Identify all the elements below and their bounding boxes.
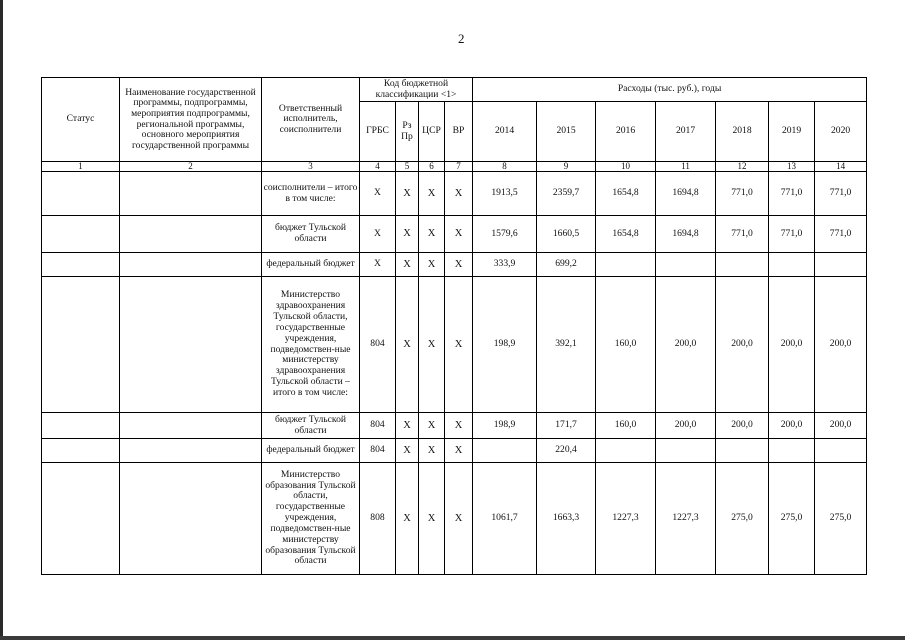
expense-cell (815, 253, 867, 277)
expense-cell (656, 253, 716, 277)
expense-cell: 200,0 (656, 277, 716, 413)
vr-cell: X (445, 439, 473, 463)
column-number: 2 (120, 162, 262, 172)
vr-cell: X (445, 413, 473, 439)
expense-cell: 1694,8 (656, 172, 716, 216)
column-number: 3 (262, 162, 360, 172)
expense-cell: 1579,6 (473, 216, 537, 253)
expense-cell: 200,0 (815, 413, 867, 439)
responsible-cell: Министерство здравоохранения Тульской области, государственные учреждения, подведомствен-ные министерству здравоохранения Тульской области – итого в том числе: (262, 277, 360, 413)
status-cell (42, 253, 120, 277)
header-year: 2020 (815, 102, 867, 162)
expense-cell (716, 253, 769, 277)
responsible-cell: бюджет Тульской области (262, 216, 360, 253)
header-expenses: Расходы (тыс. руб.), годы (473, 78, 867, 102)
header-budget-code: Код бюджетной классификации <1> (360, 78, 473, 102)
expense-cell: 200,0 (716, 413, 769, 439)
expense-cell: 771,0 (716, 172, 769, 216)
column-number: 11 (656, 162, 716, 172)
expense-cell (656, 439, 716, 463)
table-row (42, 413, 867, 439)
expense-cell: 771,0 (769, 172, 815, 216)
table-row (42, 439, 867, 463)
expense-cell (769, 439, 815, 463)
expense-cell: 200,0 (656, 413, 716, 439)
expense-cell: 198,9 (473, 413, 537, 439)
header-year: 2017 (656, 102, 716, 162)
header-vr: ВР (445, 102, 473, 162)
expense-cell (716, 439, 769, 463)
expense-cell: 1061,7 (473, 463, 537, 575)
vr-cell: X (445, 253, 473, 277)
rzpr-cell: X (396, 172, 419, 216)
header-year: 2015 (537, 102, 596, 162)
csr-cell: X (419, 413, 445, 439)
csr-cell: X (419, 439, 445, 463)
program-name-cell (120, 413, 262, 439)
table-row (42, 216, 867, 253)
header-year: 2018 (716, 102, 769, 162)
responsible-cell: федеральный бюджет (262, 253, 360, 277)
expense-cell: 699,2 (537, 253, 596, 277)
column-number: 6 (419, 162, 445, 172)
rzpr-cell: X (396, 253, 419, 277)
header-rzpr: Рз Пр (396, 102, 419, 162)
column-number: 1 (42, 162, 120, 172)
responsible-cell: федеральный бюджет (262, 439, 360, 463)
expense-cell: 200,0 (769, 277, 815, 413)
status-cell (42, 277, 120, 413)
csr-cell: X (419, 216, 445, 253)
expense-cell: 1227,3 (596, 463, 656, 575)
status-cell (42, 413, 120, 439)
rzpr-cell: X (396, 216, 419, 253)
expense-cell: 160,0 (596, 413, 656, 439)
column-numbers-row (42, 162, 867, 172)
expense-cell: 1694,8 (656, 216, 716, 253)
expense-cell: 1660,5 (537, 216, 596, 253)
header-program-name: Наименование государственной программы, подпрограммы, мероприятия подпрограммы, региональной программы, основного мероприятия государственной программы (120, 78, 262, 162)
expense-cell: 771,0 (769, 216, 815, 253)
column-number: 9 (537, 162, 596, 172)
expense-cell: 771,0 (716, 216, 769, 253)
expense-cell (596, 253, 656, 277)
rzpr-cell: X (396, 277, 419, 413)
program-name-cell (120, 253, 262, 277)
expense-cell: 1654,8 (596, 172, 656, 216)
csr-cell: X (419, 277, 445, 413)
table-row (42, 277, 867, 413)
grbs-cell: 804 (360, 277, 396, 413)
responsible-cell: Министерство образования Тульской области, государственные учреждения, подведомствен-ные министерству образования Тульской области (262, 463, 360, 575)
program-name-cell (120, 463, 262, 575)
expense-cell (769, 253, 815, 277)
header-year: 2014 (473, 102, 537, 162)
page-number: 2 (458, 31, 465, 46)
vr-cell: X (445, 172, 473, 216)
csr-cell: X (419, 463, 445, 575)
status-cell (42, 216, 120, 253)
expense-cell: 771,0 (815, 216, 867, 253)
expense-cell: 1654,8 (596, 216, 656, 253)
grbs-cell: X (360, 172, 396, 216)
column-number: 12 (716, 162, 769, 172)
expense-cell (596, 439, 656, 463)
table-row (42, 172, 867, 216)
status-cell (42, 463, 120, 575)
table-row (42, 463, 867, 575)
expense-cell: 333,9 (473, 253, 537, 277)
header-csr: ЦСР (419, 102, 445, 162)
header-year: 2016 (596, 102, 656, 162)
responsible-cell: бюджет Тульской области (262, 413, 360, 439)
table-row (42, 253, 867, 277)
column-number: 8 (473, 162, 537, 172)
expense-cell: 1663,3 (537, 463, 596, 575)
column-number: 13 (769, 162, 815, 172)
expense-cell (473, 439, 537, 463)
column-number: 7 (445, 162, 473, 172)
rzpr-cell: X (396, 413, 419, 439)
rzpr-cell: X (396, 439, 419, 463)
csr-cell: X (419, 253, 445, 277)
vr-cell: X (445, 277, 473, 413)
expense-cell: 1227,3 (656, 463, 716, 575)
expense-cell: 220,4 (537, 439, 596, 463)
header-status: Статус (42, 78, 120, 162)
column-number: 14 (815, 162, 867, 172)
grbs-cell: 804 (360, 413, 396, 439)
expense-cell: 171,7 (537, 413, 596, 439)
table-body (42, 78, 867, 575)
program-name-cell (120, 439, 262, 463)
program-name-cell (120, 216, 262, 253)
column-number: 10 (596, 162, 656, 172)
scan-edge-bottom (0, 636, 905, 640)
budget-table (41, 77, 867, 575)
expense-cell: 275,0 (716, 463, 769, 575)
header-row-1 (42, 78, 867, 102)
expense-cell: 160,0 (596, 277, 656, 413)
column-number: 5 (396, 162, 419, 172)
grbs-cell: 808 (360, 463, 396, 575)
status-cell (42, 172, 120, 216)
grbs-cell: X (360, 253, 396, 277)
program-name-cell (120, 277, 262, 413)
header-responsible: Ответственный исполнитель, соисполнители (262, 78, 360, 162)
expense-cell: 392,1 (537, 277, 596, 413)
expense-cell: 200,0 (769, 413, 815, 439)
rzpr-cell: X (396, 463, 419, 575)
program-name-cell (120, 172, 262, 216)
expense-cell: 275,0 (769, 463, 815, 575)
csr-cell: X (419, 172, 445, 216)
expense-cell: 198,9 (473, 277, 537, 413)
vr-cell: X (445, 463, 473, 575)
header-year: 2019 (769, 102, 815, 162)
grbs-cell: X (360, 216, 396, 253)
header-grbs: ГРБС (360, 102, 396, 162)
vr-cell: X (445, 216, 473, 253)
status-cell (42, 439, 120, 463)
expense-cell: 275,0 (815, 463, 867, 575)
expense-cell: 2359,7 (537, 172, 596, 216)
expense-cell: 200,0 (716, 277, 769, 413)
grbs-cell: 804 (360, 439, 396, 463)
expense-cell: 771,0 (815, 172, 867, 216)
expense-cell: 200,0 (815, 277, 867, 413)
column-number: 4 (360, 162, 396, 172)
responsible-cell: соисполнители – итого в том числе: (262, 172, 360, 216)
expense-cell: 1913,5 (473, 172, 537, 216)
scan-edge-left (0, 0, 3, 640)
expense-cell (815, 439, 867, 463)
